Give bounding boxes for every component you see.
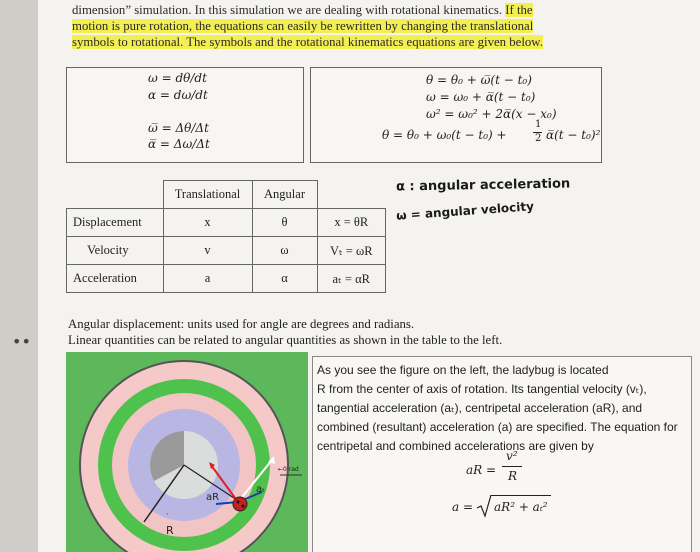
ladybug-spot [237, 501, 240, 504]
kin-eq4-den: 2 [535, 133, 542, 144]
table-cell: ω [252, 237, 317, 265]
label-zero-rad: ←0 rad [278, 466, 299, 473]
a-radicand: aR² + aₜ² [494, 500, 548, 514]
desc-line1: As you see the figure on the left, the ladybug is located [317, 363, 609, 377]
ladybug-figure [66, 352, 308, 552]
bullet-dots-icon: •• [12, 332, 31, 351]
kinematics-table [66, 180, 386, 293]
table-row [67, 237, 386, 265]
kin-eq4-left: θ = θ₀ + ω₀(t − t₀) + [382, 128, 507, 142]
def-alpha: α = dω/dt [148, 88, 208, 102]
a-lhs: a = [452, 500, 474, 514]
desc-line3: tangential acceleration (aₜ), centripetal acceleration (aR), and [317, 401, 643, 415]
kin-eq2: ω = ω₀ + α̅(t − t₀) [426, 90, 536, 104]
intro-paragraph [72, 2, 610, 50]
intro-line1-highlight: If the [505, 3, 533, 17]
intro-line2: motion is pure rotation, the equations can easily be rewritten by changing the translational [72, 19, 534, 33]
kin-eq3: ω² = ω₀² + 2α̅(x − x₀) [426, 107, 557, 121]
desc-line4: combined (resultant) acceleration (a) are specified. The equation for [317, 420, 678, 434]
def-omega-avg: ω̅ = Δθ/Δt [148, 121, 209, 135]
table-cell: a [163, 265, 252, 293]
table-cell: α [252, 265, 317, 293]
sqrt-bar [491, 495, 551, 496]
kin-eq4-num: 1 [535, 119, 542, 130]
label-at: aₜ [256, 484, 266, 495]
ladybug-icon [233, 497, 247, 511]
label-r-inner: · [166, 510, 169, 519]
ar-denominator: R [508, 469, 518, 483]
table-cell: Acceleration [67, 265, 164, 293]
table-row [67, 209, 386, 237]
kin-eq4-right: α̅(t − t₀)² [546, 128, 601, 142]
paragraph-line2: Linear quantities can be related to angular quantities as shown in the table to the left. [68, 333, 503, 347]
label-aR: aR [206, 492, 220, 503]
label-R: R [166, 524, 174, 537]
desc-line5: centripetal and combined accelerations are given by [317, 439, 594, 453]
table-cell: Velocity [67, 237, 164, 265]
ar-lhs: aR = [466, 463, 497, 477]
table-cell: θ [252, 209, 317, 237]
intro-line3: symbols to rotational. The symbols and the rotational kinematics equations are given below. [72, 35, 543, 49]
rotation-diagram [66, 352, 308, 552]
sqrt-icon [476, 494, 492, 518]
table-header-cell [317, 181, 386, 209]
ar-fraction-bar [502, 466, 522, 467]
table-cell: v [163, 237, 252, 265]
desc-line2: R from the center of axis of rotation. Its tangential velocity (vₜ), [317, 382, 647, 396]
def-omega: ω = dθ/dt [148, 71, 207, 85]
handwritten-note-omega: ω = angular velocity [395, 199, 535, 223]
ar-numerator: v² [506, 449, 518, 463]
table-cell: Vₜ = ωR [317, 237, 386, 265]
table-cell: Displacement [67, 209, 164, 237]
table-cell: aₜ = αR [317, 265, 386, 293]
table-header-cell: Angular [252, 181, 317, 209]
left-margin [0, 0, 38, 552]
ladybug-spot [242, 505, 245, 508]
angular-paragraph [68, 316, 502, 348]
def-alpha-avg: α̅ = Δω/Δt [148, 137, 210, 151]
table-cell: x = θR [317, 209, 386, 237]
kin-eq1: θ = θ₀ + ω̅(t − t₀) [426, 73, 532, 87]
table-header-cell: Translational [163, 181, 252, 209]
table-row [67, 265, 386, 293]
table-cell: x [163, 209, 252, 237]
table-header-row [67, 181, 386, 209]
handwritten-note-alpha: α : angular acceleration [395, 176, 571, 195]
description-box [312, 356, 692, 552]
intro-line1: dimension” simulation. In this simulation we are dealing with rotational kinematics. [72, 3, 503, 17]
paragraph-line1: Angular displacement: units used for angle are degrees and radians. [68, 317, 415, 331]
table-header-cell [67, 181, 164, 209]
